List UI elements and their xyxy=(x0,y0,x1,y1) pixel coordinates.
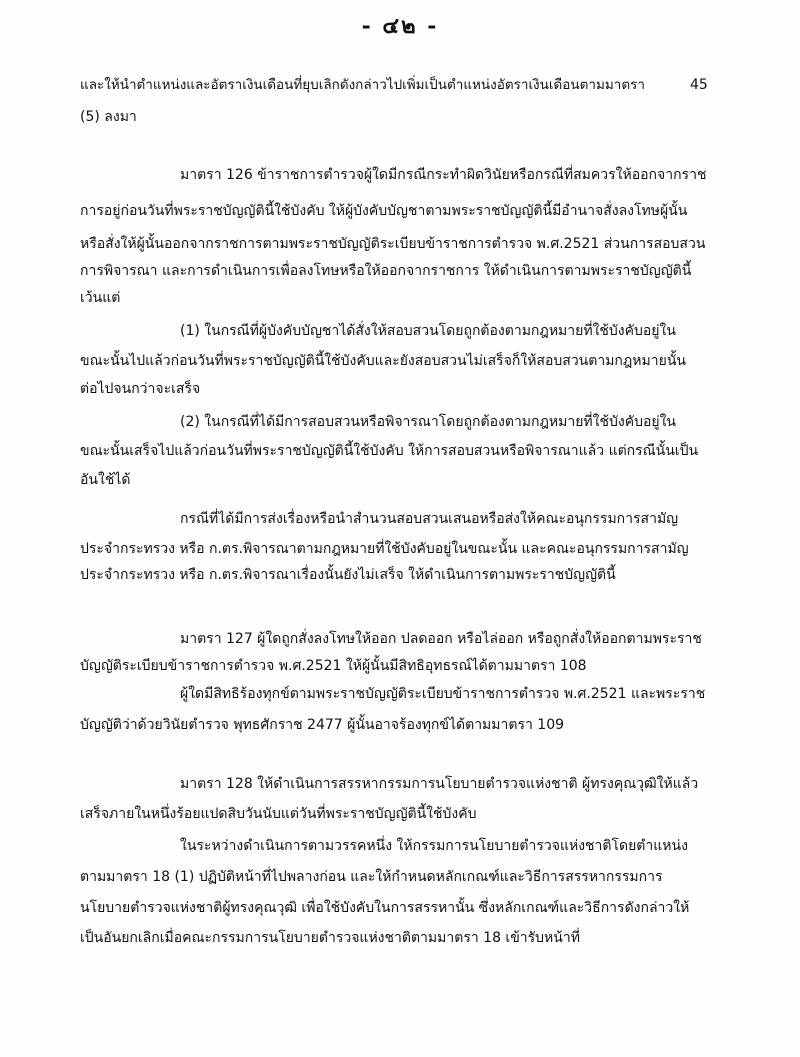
text-line: หรือสั่งให้ผู้นั้นออกจากราชการตามพระราชบัญญัติระเบียบข้าราชการตำรวจ พ.ศ.2521 ส่วนการสอบสวน xyxy=(80,236,706,252)
text-line: ผู้ใดมีสิทธิร้องทุกข์ตามพระราชบัญญัติระเบียบข้าราชการตำรวจ พ.ศ.2521 และพระราช xyxy=(180,686,706,702)
text-line: บัญญัติระเบียบข้าราชการตำรวจ พ.ศ.2521 ให้ผู้นั้นมีสิทธิอุทธรณ์ได้ตามมาตรา 108 xyxy=(80,658,587,674)
text-line: (5) ลงมา xyxy=(80,109,137,125)
page-number: - ๔๒ - xyxy=(361,13,439,39)
text-line: มาตรา 126 ข้าราชการตำรวจผู้ใดมีกรณีกระทำผิดวินัยหรือกรณีที่สมควรให้ออกจากราช xyxy=(180,167,707,183)
text-line: (2) ในกรณีที่ได้มีการสอบสวนหรือพิจารณาโดยถูกต้องตามกฎหมายที่ใช้บังคับอยู่ใน xyxy=(180,414,676,430)
text-line: ประจำกระทรวง หรือ ก.ตร.พิจารณาเรื่องนั้นยังไม่เสร็จ ให้ดำเนินการตามพระราชบัญญัตินี้ xyxy=(80,567,616,583)
text-line: บัญญัติว่าด้วยวินัยตำรวจ พุทธศักราช 2477 ผู้นั้นอาจร้องทุกข์ได้ตามมาตรา 109 xyxy=(80,717,565,733)
text-line: ในระหว่างดำเนินการตามวรรคหนึ่ง ให้กรรมการนโยบายตำรวจแห่งชาติโดยตำแหน่ง xyxy=(180,838,688,854)
text-line: (1) ในกรณีที่ผู้บังคับบัญชาได้สั่งให้สอบสวนโดยถูกต้องตามกฎหมายที่ใช้บังคับอยู่ใน xyxy=(180,323,676,339)
text-line: อันใช้ได้ xyxy=(80,472,131,488)
text-line-section-number: 45 xyxy=(690,77,708,93)
text-line: ประจำกระทรวง หรือ ก.ตร.พิจารณาตามกฎหมายที่ใช้บังคับอยู่ในขณะนั้น และคณะอนุกรรมการสามัญ xyxy=(80,541,689,557)
text-line: ขณะนั้นไปแล้วก่อนวันที่พระราชบัญญัตินี้ใช้บังคับและยังสอบสวนไม่เสร็จก็ให้สอบสวนตามกฎหมายนั้น xyxy=(80,353,686,369)
text-line: ตามมาตรา 18 (1) ปฏิบัติหน้าที่ไปพลางก่อน และให้กำหนดหลักเกณฑ์และวิธีการสรรหากรรมการ xyxy=(80,869,663,885)
text-line: การอยู่ก่อนวันที่พระราชบัญญัตินี้ใช้บังคับ ให้ผู้บังคับบัญชาตามพระราชบัญญัตินี้มีอำนาจสั่งลงโทษผู้นั้น xyxy=(80,203,688,219)
text-line: กรณีที่ได้มีการส่งเรื่องหรือนำสำนวนสอบสวนเสนอหรือส่งให้คณะอนุกรรมการสามัญ xyxy=(180,511,679,527)
text-line: และให้นำตำแหน่งและอัตราเงินเดือนที่ยุบเลิกดังกล่าวไปเพิ่มเป็นตำแหน่งอัตราเงินเดือนตามมาตรา xyxy=(80,77,645,93)
text-line: ขณะนั้นเสร็จไปแล้วก่อนวันที่พระราชบัญญัตินี้ใช้บังคับ ให้การสอบสวนหรือพิจารณาแล้ว แต่กรณีนั้นเป็น xyxy=(80,443,699,459)
text-line: เว้นแต่ xyxy=(80,290,121,306)
text-line: เสร็จภายในหนึ่งร้อยแปดสิบวันนับแต่วันที่พระราชบัญญัตินี้ใช้บังคับ xyxy=(80,806,477,822)
text-line: มาตรา 128 ให้ดำเนินการสรรหากรรมการนโยบายตำรวจแห่งชาติ ผู้ทรงคุณวุฒิให้แล้ว xyxy=(180,776,699,792)
text-line: มาตรา 127 ผู้ใดถูกสั่งลงโทษให้ออก ปลดออก หรือไล่ออก หรือถูกสั่งให้ออกตามพระราช xyxy=(180,631,702,647)
text-line: นโยบายตำรวจแห่งชาติผู้ทรงคุณวุฒิ เพื่อใช้บังคับในการสรรหานั้น ซึ่งหลักเกณฑ์และวิธีการดังกล่าวให้ xyxy=(80,900,690,916)
text-line: ต่อไปจนกว่าจะเสร็จ xyxy=(80,381,201,397)
text-line: เป็นอันยกเลิกเมื่อคณะกรรมการนโยบายตำรวจแห่งชาติตามมาตรา 18 เข้ารับหน้าที่ xyxy=(80,930,580,946)
text-line: การพิจารณา และการดำเนินการเพื่อลงโทษหรือให้ออกจากราชการ ให้ดำเนินการตามพระราชบัญญัตินี้ xyxy=(80,263,692,279)
